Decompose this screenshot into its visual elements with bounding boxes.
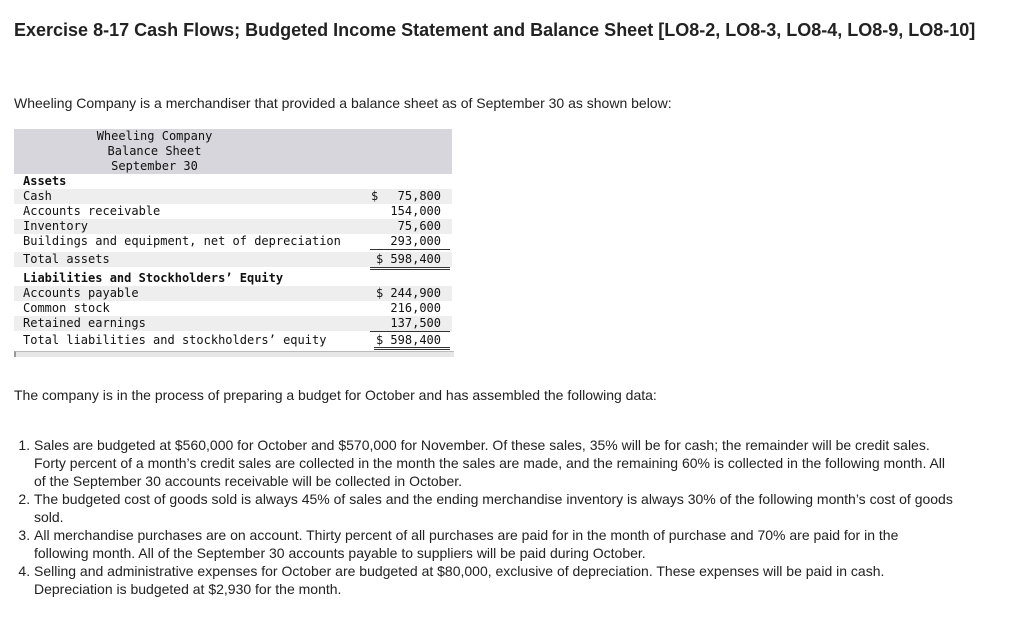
ar-amount: 154,000 <box>390 204 441 218</box>
balance-sheet-header <box>14 129 452 174</box>
re-label: Retained earnings <box>23 316 146 330</box>
statement-name: Balance Sheet <box>107 144 202 158</box>
ap-label: Accounts payable <box>23 286 139 300</box>
table-bottom-bar <box>14 351 454 357</box>
re-row <box>14 316 452 331</box>
total-assets-label: Total assets <box>23 252 110 266</box>
total-le-double-underline-1 <box>374 347 450 348</box>
total-assets-amount: $ 598,400 <box>375 252 441 266</box>
total-assets-double-underline-2 <box>370 269 450 270</box>
company-name: Wheeling Company <box>96 129 213 143</box>
cash-amount: 75,800 <box>397 189 441 203</box>
inventory-amount: 75,600 <box>397 219 441 233</box>
total-le-amount: $ 598,400 <box>375 333 441 347</box>
intro-text: Wheeling Company is a merchandiser that provided a balance sheet as of September 30 as shown below: <box>14 95 672 111</box>
cash-currency: $ <box>371 189 379 203</box>
total-assets-double-underline-1 <box>370 267 450 268</box>
ap-amount: $ 244,900 <box>375 286 441 300</box>
total-le-label: Total liabilities and stockholders’ equity <box>23 333 327 347</box>
statement-date: September 30 <box>111 159 198 173</box>
list-item: 1. Sales are budgeted at $560,000 for October and $570,000 for November. Of these sales, 35% will be for cash; the remainder will be credit sales. Forty percent of a month’s credit sales are collected in the month the sales are made, and the remaining 60% is collected in the following month. All of the September 30 accounts receivable will be collected in October. <box>34 436 954 490</box>
ar-label: Accounts receivable <box>23 204 161 218</box>
inventory-row <box>14 219 452 234</box>
exercise-title: Exercise 8-17 Cash Flows; Budgeted Income Statement and Balance Sheet [LO8-2, LO8-3, LO8-4, LO8-9, LO8-10] <box>14 20 976 40</box>
buildings-label: Buildings and equipment, net of depreciation <box>23 234 341 248</box>
cash-label: Cash <box>23 189 52 203</box>
total-le-double-underline-2 <box>374 349 450 350</box>
liab-header: Liabilities and Stockholders’ Equity <box>23 271 284 285</box>
cs-row <box>14 301 452 316</box>
re-underline <box>370 331 450 332</box>
list-item: 3. All merchandise purchases are on account. Thirty percent of all purchases are paid for in the month of purchase and 70% are paid for in the following month. All of the September 30 accounts payable to suppliers will be paid during October. <box>34 526 954 562</box>
ap-row <box>14 286 452 301</box>
liab-header-row <box>14 271 452 286</box>
assets-header: Assets <box>23 174 67 188</box>
budget-intro-text: The company is in the process of preparing a budget for October and has assembled the following data: <box>14 387 657 403</box>
cs-label: Common stock <box>23 301 110 315</box>
list-item: 2. The budgeted cost of goods sold is always 45% of sales and the ending merchandise inventory is always 30% of the following month’s cost of goods sold. <box>34 490 954 526</box>
buildings-row <box>14 234 452 249</box>
inventory-label: Inventory <box>23 219 89 233</box>
total-le-row <box>14 333 452 348</box>
subtotal-underline <box>370 249 450 250</box>
budget-data-list <box>14 436 954 598</box>
list-item: 4. Selling and administrative expenses for October are budgeted at $80,000, exclusive of depreciation. These expenses will be paid in cash. Depreciation is budgeted at $2,930 for the month. <box>34 562 954 598</box>
re-amount: 137,500 <box>390 316 441 330</box>
total-assets-row <box>14 252 452 267</box>
cs-amount: 216,000 <box>390 301 441 315</box>
ar-row <box>14 204 452 219</box>
balance-sheet-table <box>14 129 452 356</box>
assets-header-row <box>14 174 452 189</box>
cash-row <box>14 189 452 204</box>
buildings-amount: 293,000 <box>390 234 441 248</box>
